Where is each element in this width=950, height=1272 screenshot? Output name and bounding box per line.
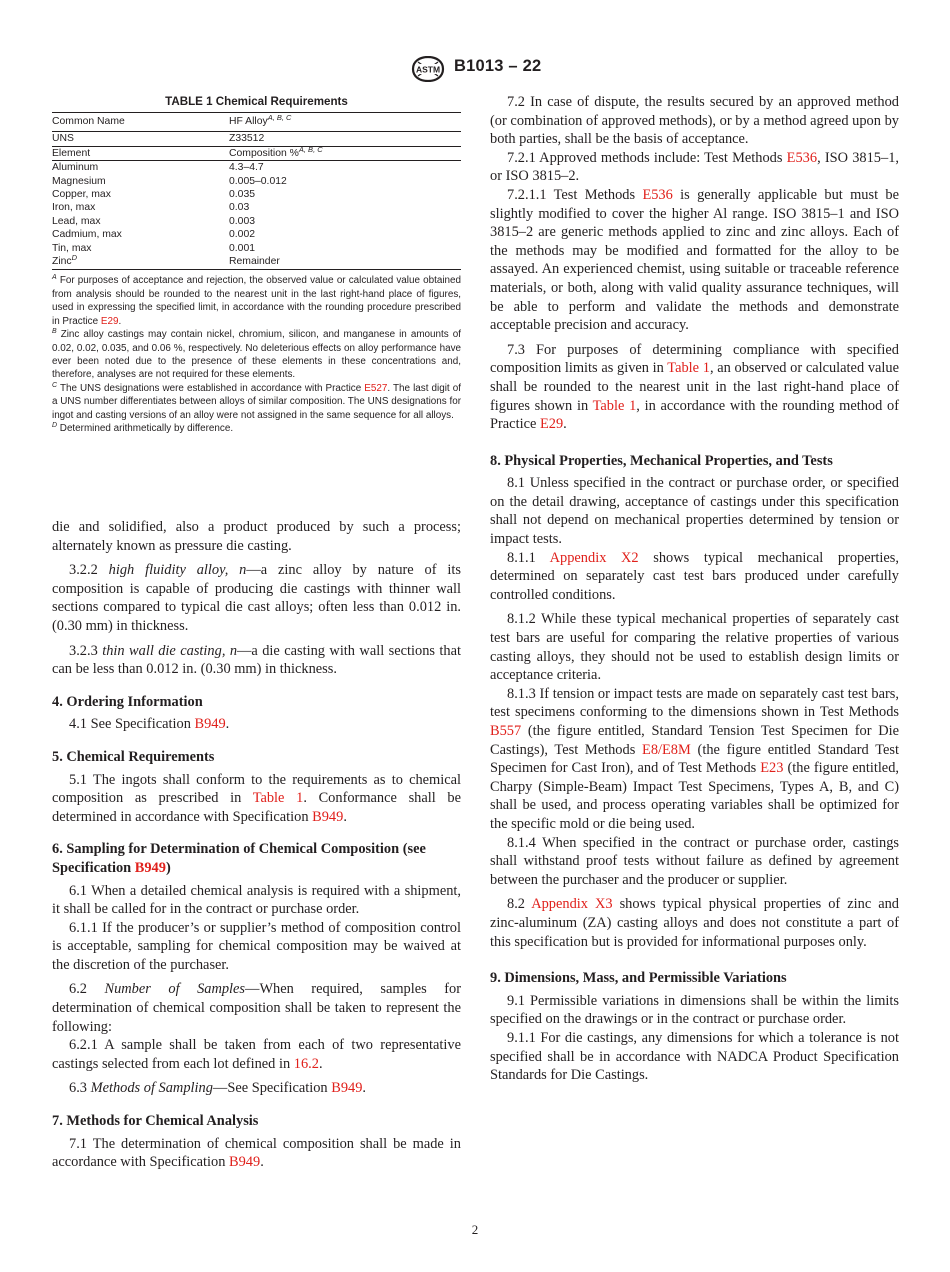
- paragraph-9-1: 9.1 Permissible variations in dimensions shall be within the limits specified on the drawings or in the contract or purchase order.: [490, 992, 899, 1028]
- paragraph-5-1: 5.1 The ingots shall conform to the requirements as to chemical composition as prescribed in Table 1. Conformance shall be determined in accordance with Specification B949.: [52, 771, 461, 825]
- continued-paragraph: die and solidified, also a product produced by such a process; alternately known as pressure die casting.: [52, 519, 461, 554]
- table-row: Iron, max 0.03: [52, 202, 250, 214]
- ref-link-table-1[interactable]: Table 1: [592, 397, 637, 414]
- ref-link-b949[interactable]: B949: [331, 1080, 363, 1097]
- section-5-heading: 5. Chemical Requirements: [52, 748, 215, 765]
- table-row: UNS Z33512: [52, 132, 461, 146]
- section-6-heading: 6. Sampling for Determination of Chemical Composition (see Specification B949): [52, 841, 426, 876]
- col-header-common-name: Common Name: [52, 113, 229, 132]
- paragraph-4-1: 4.1 See Specification B949.: [69, 716, 230, 733]
- ref-link-appendix-x2[interactable]: Appendix X2: [549, 549, 639, 566]
- table-row: Zinc$^D$ Remainder: [52, 255, 461, 270]
- table-footnotes: [52, 274, 461, 435]
- paragraph-7-2-1: 7.2.1 Approved methods include: Test Methods E536, ISO 3815–1, or ISO 3815–2.: [490, 149, 899, 185]
- table-row: Magnesium 0.005–0.012: [52, 175, 287, 187]
- paragraph-7-2: 7.2 In case of dispute, the results secured by an approved method (or combination of approved methods), or by a method agreed upon by both parties, shall be the basis of acceptance.: [490, 94, 899, 148]
- paragraph-7-2-1-1: 7.2.1.1 Test Methods E536 is generally applicable but must be slightly modified to cover the higher Al range. ISO 3815–1 and ISO 3815–2 are generic methods applied to zinc and zinc alloys. Each of the methods may be modified and formatted for the alloy to be assayed. An experienced chemist, using suitable or traceable reference materials, or both, along with valid quality assurance techniques, will be able to perform and validate the methods and demonstrate acceptable precision and accuracy.: [490, 186, 900, 334]
- paragraph-8-2: 8.2 Appendix X3 shows typical physical properties of zinc and zinc-aluminum (ZA) casting alloys and does not constitute a part of this specification but is provided for informational purposes only.: [490, 896, 899, 950]
- paragraph-8-1-1: 8.1.1 Appendix X2 shows typical mechanical properties, determined on separately cast test bars produced under carefully controlled conditions.: [490, 549, 899, 603]
- table-row: Copper, max 0.035: [52, 189, 256, 201]
- paragraph-6-2: 6.2 Number of Samples—When required, samples for determination of chemical composition shall be taken to represent the following:: [52, 981, 461, 1035]
- footnote-d: $^D$ Determined arithmetically by difference.: [52, 421, 234, 434]
- paragraph-8-1: 8.1 Unless specified in the contract or purchase order, or specified on the detail drawing, acceptance of castings under this specification shall not depend on mechanical properties determined by tension or impact tests.: [490, 475, 899, 548]
- paragraph-6-1-1: 6.1.1 If the producer’s or supplier’s method of composition control is acceptable, sampling for chemical composition may be waived at the discretion of the purchaser.: [52, 919, 461, 973]
- ref-link-appendix-x3[interactable]: Appendix X3: [531, 896, 613, 913]
- section-7-heading: 7. Methods for Chemical Analysis: [52, 1113, 259, 1130]
- left-column: [52, 518, 461, 1172]
- table-row: Aluminum 4.3–4.7: [52, 162, 264, 174]
- section-8-heading: 8. Physical Properties, Mechanical Properties, and Tests: [490, 452, 833, 469]
- table-row: Lead, max 0.003: [52, 215, 256, 227]
- table-1: [52, 95, 461, 435]
- footnote-c: $^C$ The UNS designations were established in accordance with Practice E527. The last digit of a UNS number differentiates between alloys of similar composition. The UNS designations for ingot and casting versions of an alloy were not assigned in the same sequence for all alloys.: [52, 381, 461, 421]
- table-title: TABLE 1 Chemical Requirements: [165, 95, 348, 108]
- ref-link-e8-e8m[interactable]: E8/E8M: [642, 741, 691, 758]
- paragraph-3-2-3: 3.2.3 thin wall die casting, n—a die casting with wall sections that can be less than 0.012 in. (0.30 mm) in thickness.: [52, 642, 461, 678]
- col-header-alloy: HF Alloy$^{A, B, C}$: [229, 113, 461, 132]
- paragraph-9-1-1: 9.1.1 For die castings, any dimensions for which a tolerance is not specified shall be in accordance with NADCA Product Specification Standards for Die Castings.: [490, 1029, 899, 1084]
- paragraph-6-2-1: 6.2.1 A sample shall be taken from each of two representative castings selected from each lot defined in 16.2.: [52, 1037, 461, 1072]
- ref-link-e536[interactable]: E536: [642, 186, 673, 203]
- section-9-heading: 9. Dimensions, Mass, and Permissible Variations: [490, 970, 787, 987]
- paragraph-7-1: 7.1 The determination of chemical composition shall be made in accordance with Specification B949.: [52, 1135, 461, 1171]
- astm-logo-icon: [409, 56, 447, 82]
- ref-link-b949[interactable]: B949: [312, 808, 344, 825]
- ref-link-table-1[interactable]: Table 1: [252, 790, 304, 807]
- page-number: 2: [471, 1222, 479, 1237]
- paragraph-8-1-2: 8.1.2 While these typical mechanical properties of separately cast test bars are useful for comparing the relative properties of various casting alloys, they should not be used to establish design limits or acceptance criteria.: [490, 611, 899, 684]
- ref-link-e29[interactable]: E29: [539, 416, 564, 433]
- ref-link-e23[interactable]: E23: [760, 760, 784, 777]
- section-4-heading: 4. Ordering Information: [52, 693, 203, 710]
- ref-link-16-2[interactable]: 16.2: [293, 1055, 319, 1072]
- ref-link-e527[interactable]: E527: [364, 382, 388, 394]
- table-row: Cadmium, max 0.002: [52, 229, 256, 241]
- svg-text:ASTM: ASTM: [415, 64, 441, 75]
- footnote-b: $^B$ Zinc alloy castings may contain nickel, chromium, silicon, and manganese in amounts of 0.02, 0.02, 0.035, and 0.06 %, respectively. No deleterious effects on alloy performance have ever been noted due to the presence of these elements in these concentrations and, therefore, analyses are not required for these elements.: [52, 328, 461, 381]
- ref-link-table-1[interactable]: Table 1: [667, 360, 710, 377]
- ref-link-b949[interactable]: B949: [194, 716, 226, 733]
- paragraph-8-1-4: 8.1.4 When specified in the contract or purchase order, castings shall withstand proof tests without failure as defined by agreement between the purchaser and the producer or supplier.: [490, 834, 899, 888]
- table-row: Element Composition %$^{A, B, C}$: [52, 146, 461, 160]
- footnote-a: $^A$ For purposes of acceptance and rejection, the observed value or calculated value obtained from analysis should be rounded to the nearest unit in the last right-hand place of figures, used in expressing the specified limit, in accordance with the rounding procedure prescribed in Practice E29.: [52, 274, 461, 327]
- ref-link-b949[interactable]: B949: [229, 1154, 261, 1171]
- ref-link-b557[interactable]: B557: [490, 723, 522, 739]
- ref-link-e536[interactable]: E536: [786, 149, 818, 166]
- paragraph-8-1-3: 8.1.3 If tension or impact tests are made on separately cast test bars, test specimens conforming to the dimensions shown in Test Methods B557 (the figure entitled, Standard Tension Test Specimen for Die Castings), Test Methods E8/E8M (the figure entitled Standard Test Specimen for Cast Iron), and of Test Methods E23 (the figure entitled, Charpy (Simple-Beam) Impact Test Specimens, Types A, B, and C) shall be used, and process operating variables shall be optimized for the specific mold or die being used.: [490, 685, 899, 832]
- standard-designation: B1013 – 22: [454, 57, 542, 75]
- table-row: Tin, max 0.001: [52, 242, 256, 254]
- ref-link-e29[interactable]: E29: [100, 315, 119, 327]
- page-header: [0, 56, 950, 82]
- paragraph-7-3: 7.3 For purposes of determining compliance with specified composition limits as given in Table 1, an observed or calculated value shall be rounded to the nearest unit in the last right-hand place of figures shown in Table 1, in accordance with the rounding method of Practice E29.: [490, 341, 899, 433]
- table-header-row: [52, 113, 461, 132]
- paragraph-6-1: 6.1 When a detailed chemical analysis is required with a shipment, it shall be called for in the contract or purchase order.: [52, 882, 461, 918]
- right-column: [490, 93, 899, 1085]
- chemical-requirements-table: [52, 112, 461, 270]
- paragraph-6-3: 6.3 Methods of Sampling—See Specification B949.: [69, 1080, 367, 1097]
- ref-link-b949[interactable]: B949: [134, 859, 166, 876]
- paragraph-3-2-2: 3.2.2 high fluidity alloy, n—a zinc alloy by nature of its composition is capable of producing die castings with thinner wall sections compared to typical die cast alloys; often less than 0.012 in. (0.30 mm) in thickness.: [52, 562, 461, 634]
